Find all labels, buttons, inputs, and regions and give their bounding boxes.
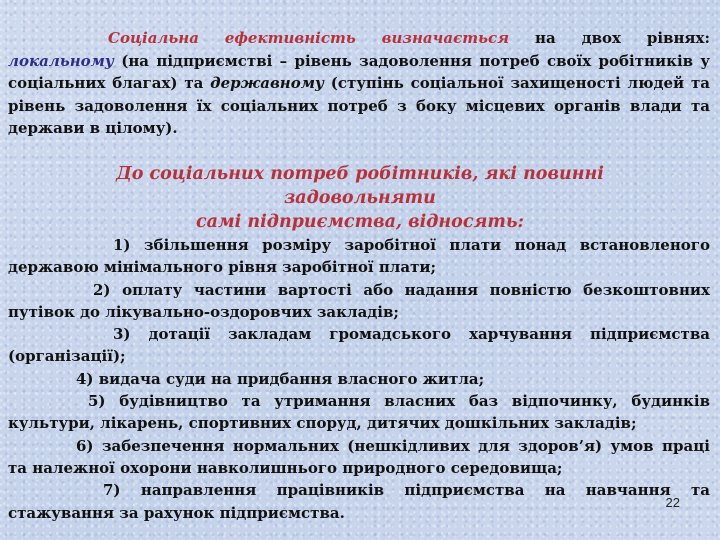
list-item: 4) видача суди на придбання власного житла; xyxy=(76,369,485,388)
list-item: 1) збільшення розміру заробітної плати понад встановленого державою мінімального рівня заробітної плати; xyxy=(8,236,710,277)
intro-text-levels: на двох рівнях: xyxy=(509,29,710,47)
intro-paragraph xyxy=(8,27,710,140)
section-subheading xyxy=(40,162,680,234)
list-item: 5) будівництво та утримання власних баз відпочинку, будинків культури, лікарень, спортивних споруд, дитячих дошкільних закладів; xyxy=(8,392,710,433)
social-needs-list xyxy=(8,234,710,524)
list-item: 6) забезпечення нормальних (нешкідливих для здоров’я) умов праці та належної охорони навколишнього природного середовища; xyxy=(8,436,710,477)
list-item: 3) дотації закладам громадського харчування підприємства (організації); xyxy=(8,325,710,366)
page-number: 22 xyxy=(665,495,680,510)
intro-text-state: (ступінь соціальної захищеності людей та рівень задоволення їх соціальних потреб з боку місцевих органів влади та держави в цілому). xyxy=(8,74,710,137)
intro-emphasis: Соціальна ефективність визначається xyxy=(108,29,510,47)
subheading-line-2: самі підприємства, відносять: xyxy=(196,212,524,232)
list-item: 2) оплату частини вартості або надання повністю безкоштовних путівок до лікувально-оздоровчих закладів; xyxy=(8,280,710,321)
intro-local-term: локальному xyxy=(8,51,114,70)
subheading-line-1: До соціальних потреб робітників, які повинні задовольняти xyxy=(116,164,604,208)
list-item: 7) направлення працівників підприємства на навчання та стажування за рахунок підприємства. xyxy=(8,481,710,522)
intro-text-local: (на підприємстві – рівень задоволення потреб своїх робітників у соціальних благах) та xyxy=(8,51,710,92)
intro-state-term: державному xyxy=(210,74,324,92)
